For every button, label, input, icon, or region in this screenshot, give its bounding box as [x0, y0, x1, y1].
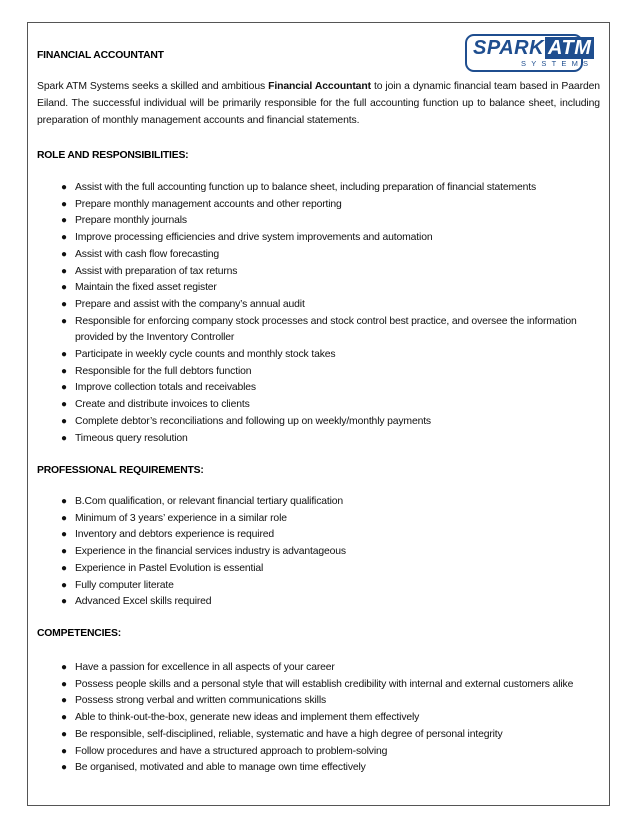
- bullet-icon: ●: [61, 546, 67, 558]
- list-item-text: Maintain the fixed asset register: [75, 282, 217, 294]
- list-item: [0, 677, 605, 694]
- company-logo: [465, 34, 594, 72]
- list-item: [0, 380, 605, 397]
- list-item: [0, 431, 605, 448]
- list-item: [0, 760, 605, 777]
- list-item-text: Possess people skills and a personal style that will establish credibility with internal and external customers alike: [75, 678, 574, 690]
- list-item-text: Improve processing efficiencies and drive system improvements and automation: [75, 232, 433, 244]
- requirements-list: [0, 494, 638, 611]
- list-item-text: Responsible for enforcing company stock processes and stock control best practice, and oversee the information provided by the Inventory Controller: [75, 315, 577, 344]
- list-item-text: B.Com qualification, or relevant financial tertiary qualification: [75, 496, 344, 507]
- list-item: [0, 744, 605, 761]
- job-title: FINANCIAL ACCOUNTANT: [37, 50, 164, 61]
- list-item: [0, 347, 605, 364]
- competencies-list: [0, 660, 638, 777]
- intro-text-start: Spark ATM Systems seeks a skilled and ambitious: [37, 81, 269, 92]
- list-item: [0, 280, 605, 297]
- bullet-icon: ●: [61, 298, 67, 310]
- logo-wordmark: [473, 37, 594, 60]
- bullet-icon: ●: [61, 579, 67, 591]
- list-item: [0, 180, 605, 197]
- logo-systems-text: SYSTEMS: [521, 59, 594, 68]
- list-item-text: Prepare monthly management accounts and other reporting: [75, 198, 342, 210]
- bullet-icon: ●: [61, 265, 67, 277]
- list-item: [0, 264, 605, 281]
- bullet-icon: ●: [61, 678, 67, 690]
- bullet-icon: ●: [61, 662, 67, 673]
- list-item: [0, 297, 605, 314]
- list-item-text: Inventory and debtors experience is required: [75, 529, 275, 541]
- bullet-icon: ●: [61, 349, 67, 361]
- intro-job-title: Financial Accountant: [268, 81, 371, 92]
- list-item-text: Experience in Pastel Evolution is essential: [75, 562, 264, 574]
- bullet-icon: ●: [61, 728, 67, 740]
- list-item: [0, 594, 605, 611]
- list-item-text: Experience in the financial services industry is advantageous: [75, 546, 346, 558]
- list-item-text: Fully computer literate: [75, 579, 174, 591]
- intro-paragraph: [37, 78, 600, 129]
- bullet-icon: ●: [61, 562, 67, 574]
- list-item-text: Participate in weekly cycle counts and monthly stock takes: [75, 349, 336, 361]
- competencies-heading: COMPETENCIES:: [37, 628, 121, 639]
- list-item-text: Be responsible, self-disciplined, reliable, systematic and have a high degree of personal integrity: [75, 728, 503, 740]
- list-item: [0, 693, 605, 710]
- list-item-text: Be organised, motivated and able to manage own time effectively: [75, 762, 366, 774]
- list-item: [0, 727, 605, 744]
- list-item-text: Timeous query resolution: [75, 432, 188, 444]
- bullet-icon: ●: [61, 282, 67, 294]
- bullet-icon: ●: [61, 382, 67, 394]
- list-item-text: Able to think-out-the-box, generate new ideas and implement them effectively: [75, 712, 420, 724]
- bullet-icon: ●: [61, 415, 67, 427]
- list-item-text: Responsible for the full debtors function: [75, 365, 252, 377]
- list-item-text: Prepare and assist with the company’s annual audit: [75, 298, 305, 310]
- intro-text-end: to join a dynamic financial team based in Paarden Eiland. The successful individual will be primarily responsible for the full accounting function up to balance sheet, including preparation of monthly management accounts and financial statements.: [37, 81, 600, 126]
- bullet-icon: ●: [61, 762, 67, 774]
- list-item-text: Minimum of 3 years’ experience in a similar role: [75, 512, 287, 524]
- list-item: [0, 197, 605, 214]
- list-item-text: Follow procedures and have a structured approach to problem-solving: [75, 745, 388, 757]
- list-item-text: Possess strong verbal and written communications skills: [75, 695, 327, 707]
- list-item: [0, 230, 605, 247]
- bullet-icon: ●: [61, 745, 67, 757]
- list-item-text: Advanced Excel skills required: [75, 596, 212, 608]
- list-item-text: Complete debtor’s reconciliations and following up on weekly/monthly payments: [75, 415, 431, 427]
- list-item: [0, 247, 605, 264]
- bullet-icon: ●: [61, 712, 67, 724]
- list-item: [0, 578, 605, 595]
- list-item: [0, 494, 605, 511]
- bullet-icon: ●: [61, 315, 67, 327]
- list-item: [0, 544, 605, 561]
- list-item: [0, 364, 605, 381]
- bullet-icon: ●: [61, 496, 67, 507]
- bullet-icon: ●: [61, 512, 67, 524]
- list-item: [0, 561, 605, 578]
- bullet-icon: ●: [61, 695, 67, 707]
- roles-heading: ROLE AND RESPONSIBILITIES:: [37, 150, 189, 161]
- roles-list: [0, 180, 638, 447]
- bullet-icon: ●: [61, 215, 67, 227]
- bullet-icon: ●: [61, 248, 67, 260]
- list-item: [0, 660, 605, 677]
- requirements-heading: PROFESSIONAL REQUIREMENTS:: [37, 465, 204, 476]
- bullet-icon: ●: [61, 529, 67, 541]
- bullet-icon: ●: [61, 198, 67, 210]
- list-item: [0, 314, 605, 347]
- list-item-text: Assist with preparation of tax returns: [75, 265, 238, 277]
- logo-spark-text: SPARK: [473, 37, 545, 59]
- list-item-text: Have a passion for excellence in all aspects of your career: [75, 662, 335, 673]
- list-item-text: Assist with cash flow forecasting: [75, 248, 220, 260]
- list-item-text: Improve collection totals and receivables: [75, 382, 256, 394]
- list-item: [0, 511, 605, 528]
- bullet-icon: ●: [61, 365, 67, 377]
- list-item-text: Assist with the full accounting function up to balance sheet, including preparation of financial statements: [75, 182, 537, 193]
- list-item: [0, 710, 605, 727]
- bullet-icon: ●: [61, 399, 67, 411]
- bullet-icon: ●: [61, 232, 67, 244]
- bullet-icon: ●: [61, 432, 67, 444]
- list-item: [0, 213, 605, 230]
- bullet-icon: ●: [61, 596, 67, 608]
- bullet-icon: ●: [61, 182, 67, 193]
- list-item-text: Prepare monthly journals: [75, 215, 187, 227]
- list-item: [0, 527, 605, 544]
- list-item-text: Create and distribute invoices to clients: [75, 399, 250, 411]
- logo-atm-text: ATM: [545, 37, 594, 59]
- list-item: [0, 397, 605, 414]
- list-item: [0, 414, 605, 431]
